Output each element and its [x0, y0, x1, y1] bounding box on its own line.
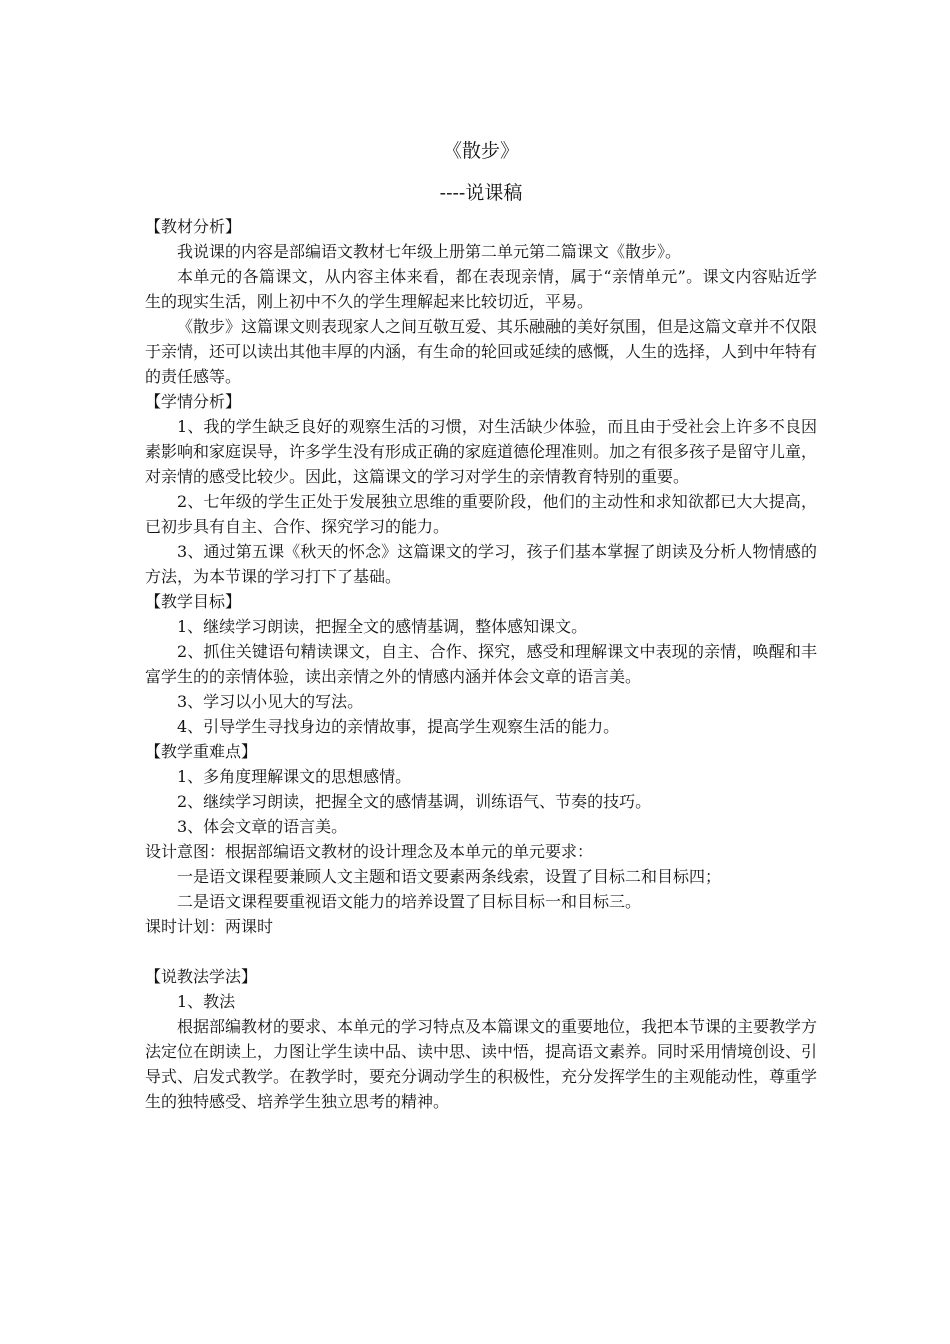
blank-line	[145, 939, 817, 964]
section-heading-teaching-goals: 【教学目标】	[145, 592, 242, 611]
paragraph: 我说课的内容是部编语文教材七年级上册第二单元第二篇课文《散步》。	[177, 242, 682, 261]
paragraph: 1、多角度理解课文的思想感情。	[177, 767, 412, 786]
document-page	[145, 130, 817, 1114]
paragraph: 4、引导学生寻找身边的亲情故事，提高学生观察生活的能力。	[177, 717, 620, 736]
section-heading-textbook-analysis: 【教材分析】	[145, 217, 242, 236]
design-intent-intro: 设计意图：根据部编语文教材的设计理念及本单元的单元要求：	[145, 842, 594, 861]
paragraph: 3、学习以小见大的写法。	[177, 692, 364, 711]
paragraph: 3、通过第五课《秋天的怀念》这篇课文的学习，孩子们基本掌握了朗读及分析人物情感的方法，为本节课的学习打下了基础。	[145, 542, 817, 586]
document-title: 《散步》	[442, 140, 519, 162]
paragraph: 二是语文课程要重视语文能力的培养设置了目标目标一和目标三。	[177, 892, 642, 911]
paragraph: 本单元的各篇课文，从内容主体来看，都在表现亲情，属于“亲情单元”。课文内容贴近学生的现实生活，刚上初中不久的学生理解起来比较切近，平易。	[145, 267, 817, 311]
paragraph: 1、我的学生缺乏良好的观察生活的习惯，对生活缺少体验，而且由于受社会上许多不良因素影响和家庭误导，许多学生没有形成正确的家庭道德伦理准则。加之有很多孩子是留守儿童，对亲情的感受比较少。因此，这篇课文的学习对学生的亲情教育特别的重要。	[145, 417, 818, 486]
paragraph: 一是语文课程要兼顾人文主题和语文要素两条线索，设置了目标二和目标四；	[177, 867, 722, 886]
section-heading-key-difficulties: 【教学重难点】	[145, 742, 258, 761]
paragraph: 《散步》这篇课文则表现家人之间互敬互爱、其乐融融的美好氛围，但是这篇文章并不仅限于亲情，还可以读出其他丰厚的内涵，有生命的轮回或延续的感慨，人生的选择，人到中年特有的责任感等。	[145, 317, 818, 386]
section-heading-student-analysis: 【学情分析】	[145, 392, 242, 411]
paragraph: 3、体会文章的语言美。	[177, 817, 348, 836]
paragraph: 2、抓住关键语句精读课文，自主、合作、探究，感受和理解课文中表现的亲情，唤醒和丰富学生的的亲情体验，读出亲情之外的情感内涵并体会文章的语言美。	[145, 642, 817, 686]
section-heading-teaching-methods: 【说教法学法】	[145, 967, 258, 986]
lesson-schedule: 课时计划：两课时	[145, 917, 274, 936]
paragraph: 1、继续学习朗读，把握全文的感情基调，整体感知课文。	[177, 617, 588, 636]
paragraph: 2、继续学习朗读，把握全文的感情基调，训练语气、节奏的技巧。	[177, 792, 652, 811]
subheading: 1、教法	[177, 992, 236, 1011]
paragraph: 2、七年级的学生正处于发展独立思维的重要阶段，他们的主动性和求知欲都已大大提高，已初步具有自主、合作、探究学习的能力。	[145, 492, 817, 536]
paragraph: 根据部编教材的要求、本单元的学习特点及本篇课文的重要地位，我把本节课的主要教学方法定位在朗读上，力图让学生读中品、读中思、读中悟，提高语文素养。同时采用情境创设、引导式、启发式教学。在教学时，要充分调动学生的积极性，充分发挥学生的主观能动性，尊重学生的独特感受、培养学生独立思考的精神。	[145, 1017, 818, 1111]
document-subtitle: ----说课稿	[439, 182, 523, 204]
